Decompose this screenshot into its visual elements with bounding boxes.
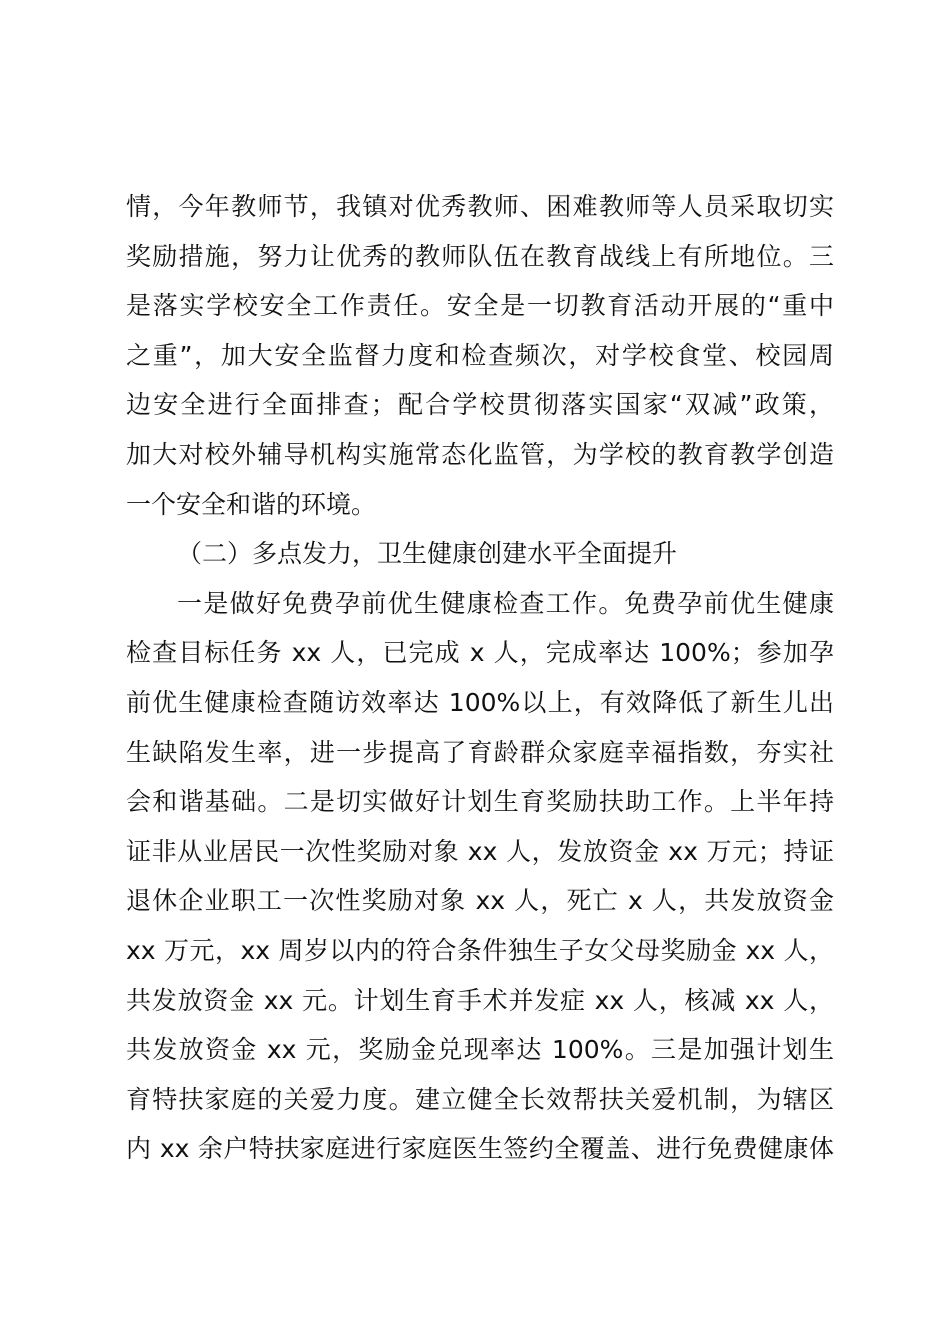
text-line: 会和谐基础。二是切实做好计划生育奖励扶助工作。上半年持 xyxy=(126,787,834,817)
text-line: 奖励措施，努力让优秀的教师队伍在教育战线上有所地位。三 xyxy=(126,241,834,271)
text-line: 是落实学校安全工作责任。安全是一切教育活动开展的“重中 xyxy=(126,291,834,321)
text-line: xx 万元，xx 周岁以内的符合条件独生子女父母奖励金 xx 人， xyxy=(126,935,834,965)
text-line: 共发放资金 xx 元。计划生育手术并发症 xx 人，核减 xx 人， xyxy=(126,985,834,1015)
text-line: 加大对校外辅导机构实施常态化监管，为学校的教育教学创造 xyxy=(126,439,834,469)
document-body xyxy=(126,182,834,1174)
text-line: 检查目标任务 xx 人，已完成 x 人，完成率达 100%；参加孕 xyxy=(126,638,834,668)
text-line: 内 xx 余户特扶家庭进行家庭医生签约全覆盖、进行免费健康体 xyxy=(126,1134,834,1164)
section-heading: （二）多点发力，卫生健康创建水平全面提升 xyxy=(177,539,678,569)
text-line: 一个安全和谐的环境。 xyxy=(126,489,377,519)
text-line: 之重”，加大安全监督力度和检查频次，对学校食堂、校园周 xyxy=(126,340,834,370)
text-line: 前优生健康检查随访效率达 100%以上，有效降低了新生儿出 xyxy=(126,687,834,717)
text-line: 育特扶家庭的关爱力度。建立健全长效帮扶关爱机制，为辖区 xyxy=(126,1084,834,1114)
text-line: 情，今年教师节，我镇对优秀教师、困难教师等人员采取切实 xyxy=(126,192,834,221)
paragraph-first-line: 一是做好免费孕前优生健康检查工作。免费孕前优生健康 xyxy=(177,588,834,618)
text-line: 边安全进行全面排查；配合学校贯彻落实国家“双减”政策， xyxy=(126,390,834,420)
text-line: 退休企业职工一次性奖励对象 xx 人，死亡 x 人，共发放资金 xyxy=(126,886,834,916)
text-line: 证非从业居民一次性奖励对象 xx 人，发放资金 xx 万元；持证 xyxy=(126,836,834,866)
text-line: 生缺陷发生率，进一步提高了育龄群众家庭幸福指数，夯实社 xyxy=(126,737,834,767)
text-line: 共发放资金 xx 元，奖励金兑现率达 100%。三是加强计划生 xyxy=(126,1035,834,1065)
